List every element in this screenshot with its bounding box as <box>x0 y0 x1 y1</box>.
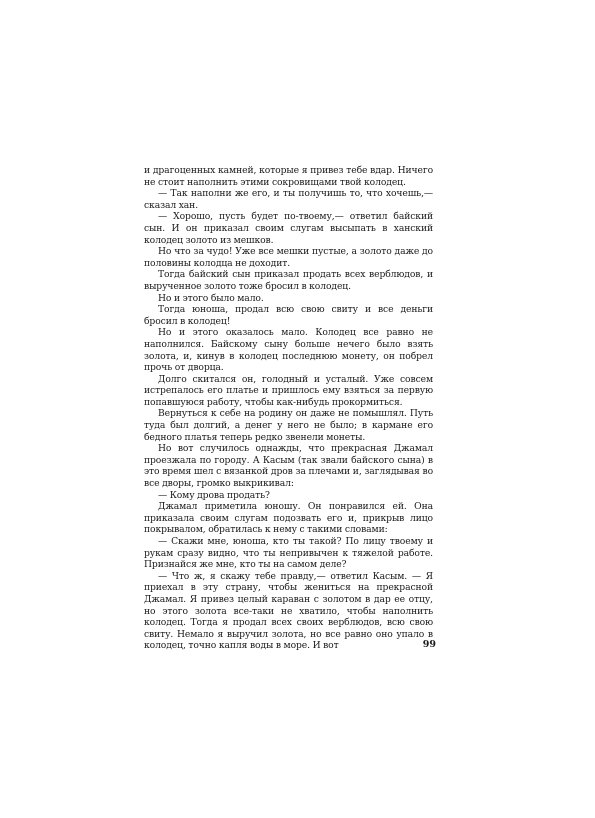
paragraph: Тогда байский сын приказал продать всех верблюдов, и вырученное золото тоже бросил в колодец. <box>144 269 433 292</box>
paragraph: Долго скитался он, голодный и усталый. Уже совсем истрепалось его платье и пришлось ему взяться за первую попавшуюся работу, чтобы как-нибудь прокормиться. <box>144 373 433 408</box>
paragraph: Но и этого было мало. <box>158 292 264 304</box>
paragraph: Но что за чудо! Уже все мешки пустые, а золото даже до половины колодца не доходит. <box>144 246 433 269</box>
paragraph: Но и этого оказалось мало. Колодец все равно не наполнился. Байскому сыну больше нечего было взять золота, и, кинув в колодец последнюю монету, он побрел прочь от дворца. <box>144 327 433 374</box>
paragraph: Джамал приметила юношу. Он понравился ей. Она приказала своим слугам подозвать его и, прикрыв лицо покрывалом, обратилась к нему с такими словами: <box>144 501 433 536</box>
paragraph: — Что ж, я скажу тебе правду,— ответил Касым. — Я приехал в эту страну, чтобы жениться на прекрасной Джамал. Я привез целый караван с золотом в дар ее отцу, но этого золота все-таки не хватило, чтобы наполнить колодец. Тогда я продал всех своих верблюдов, всю свою свиту. Немало я выручил золота, но все равно оно упало в колодец, точно капля воды в море. И вот <box>144 570 433 652</box>
paragraph: — Скажи мне, юноша, кто ты такой? По лицу твоему и рукам сразу видно, что ты непривычен к тяжелой работе. Признайся же мне, кто ты на самом деле? <box>144 536 433 571</box>
paragraph: — Кому дрова продать? <box>158 489 270 501</box>
paragraph: — Хорошо, пусть будет по-твоему,— ответил байский сын. И он приказал своим слугам высыпать в ханский колодец золото из мешков. <box>144 211 433 246</box>
paragraph: Тогда юноша, продал всю свою свиту и все деньги бросил в колодец! <box>144 304 433 327</box>
paragraph: — Так наполни же его, и ты получишь то, что хочешь,— сказал хан. <box>144 188 433 211</box>
paragraph: Но вот случилось однажды, что прекрасная Джамал проезжала по городу. А Касым (так звали байского сына) в это время шел с вязанкой дров за плечами и, заглядывая во все дворы, громко выкрикивал: <box>144 443 433 490</box>
page-number: 99 <box>422 639 436 650</box>
body-text <box>144 165 433 652</box>
paragraph: Вернуться к себе на родину он даже не помышлял. Путь туда был долгий, а денег у него не было; в кармане его бедного платья теперь редко звенели монеты. <box>144 408 433 443</box>
paragraph: и драгоценных камней, которые я привез тебе вдар. Ничего не стоит наполнить этими сокровищами твой колодец. <box>144 165 433 188</box>
